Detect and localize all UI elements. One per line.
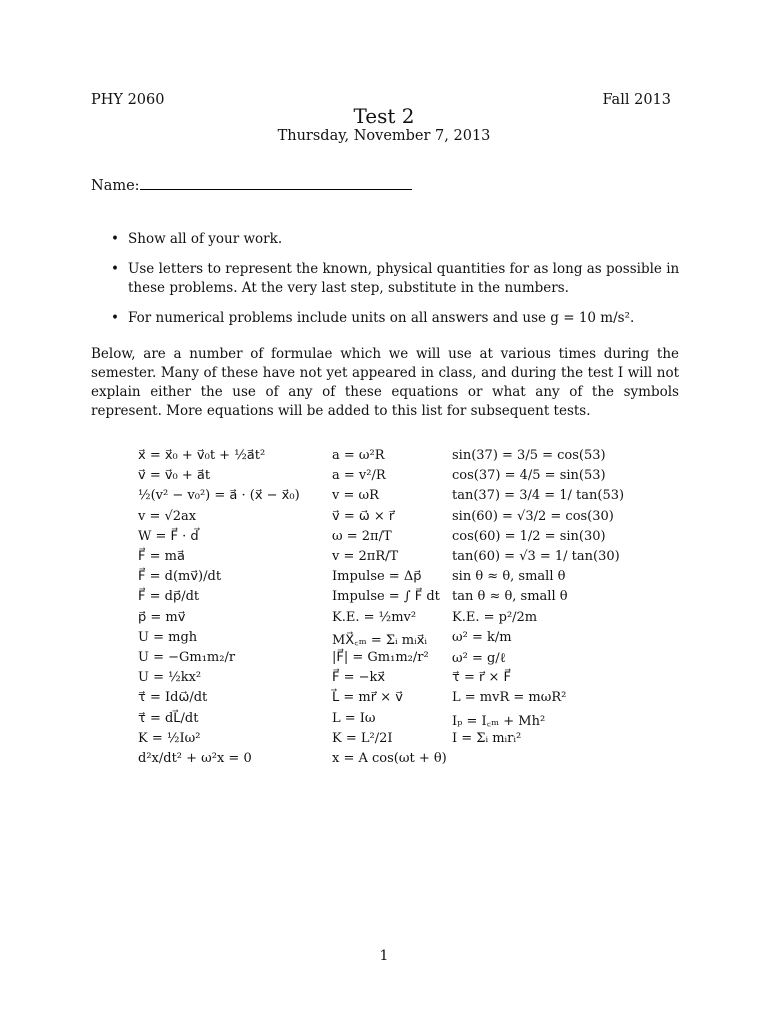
formula-col1-4: v = √2ax [138, 508, 197, 524]
test-date: Thursday, November 7, 2013 [277, 128, 491, 144]
formula-col2-2: a = v²/R [332, 468, 386, 484]
page-number: 1 [379, 948, 389, 964]
formula-col1-13: τ⃗ = Idω⃗/dt [138, 690, 208, 706]
instructions-list [100, 230, 680, 339]
formula-col3-1: sin(37) = 3/5 = cos(53) [452, 448, 606, 463]
formula-col2-5: ω = 2π/T [332, 528, 392, 544]
formula-col3-11: ω² = g/ℓ [452, 651, 506, 666]
formula-col1-15: K = ½Iω² [138, 730, 201, 746]
instruction-item: • Show all of your work. [100, 230, 680, 249]
formula-col3-10: ω² = k/m [452, 629, 512, 645]
formula-col3-6: tan(60) = √3 = 1/ tan(30) [452, 549, 620, 564]
formula-col3-7: sin θ ≈ θ, small θ [452, 569, 566, 585]
formula-col2-14: L = Iω [332, 710, 376, 726]
page-title: Test 2 [353, 104, 415, 128]
formula-col2-9: K.E. = ½mv² [332, 609, 417, 625]
formula-col3-4: sin(60) = √3/2 = cos(30) [452, 508, 614, 524]
formula-col1-10: U = mgh [138, 629, 198, 645]
formula-col2-6: v = 2πR/T [332, 549, 399, 564]
formula-col2-8: Impulse = ∫ F⃗ dt [332, 589, 440, 605]
formula-col2-15: K = L²/2I [332, 730, 393, 746]
formula-col2-10: MX⃗꜀ₘ = Σᵢ mᵢx⃗ᵢ [332, 632, 428, 648]
formula-col3-15: I = Σᵢ mᵢrᵢ² [452, 730, 522, 746]
formula-col1-1: x⃗ = x⃗₀ + v⃗₀t + ½a⃗t² [138, 448, 266, 463]
formula-col1-3: ½(v² − v₀²) = a⃗ · (x⃗ − x⃗₀) [138, 488, 300, 504]
formula-col2-12: F⃗ = −kx⃗ [332, 670, 386, 686]
formula-col3-13: L = mvR = mωR² [452, 690, 567, 706]
formula-col3-3: tan(37) = 3/4 = 1/ tan(53) [452, 488, 625, 504]
formula-col2-11: |F⃗| = Gm₁m₂/r² [332, 650, 429, 665]
formula-col1-14: τ⃗ = dL⃗/dt [138, 710, 199, 726]
formula-col2-3: v = ωR [332, 488, 379, 504]
formula-col3-9: K.E. = p²/2m [452, 609, 538, 625]
name-label: Name: [91, 178, 140, 194]
formula-col3-12: τ⃗ = r⃗ × F⃗ [452, 670, 511, 686]
formula-col1-2: v⃗ = v⃗₀ + a⃗t [138, 468, 211, 484]
formula-col2-16: x = A cos(ωt + θ) [332, 751, 447, 766]
name-input-line[interactable] [140, 175, 412, 190]
formula-col1-7: F⃗ = d(mv⃗)/dt [138, 569, 222, 585]
formula-col2-4: v⃗ = ω⃗ × r⃗ [332, 508, 395, 524]
formula-col3-2: cos(37) = 4/5 = sin(53) [452, 468, 606, 484]
formula-col1-12: U = ½kx² [138, 670, 202, 686]
formula-col1-11: U = −Gm₁m₂/r [138, 650, 236, 665]
formula-col1-16: d²x/dt² + ω²x = 0 [138, 751, 252, 766]
formula-col3-5: cos(60) = 1/2 = sin(30) [452, 528, 606, 544]
formula-col1-6: F⃗ = ma⃗ [138, 549, 185, 564]
intro-paragraph: Below, are a number of formulae which we will use at various times during the semester. Many of these have not yet appeared in class, and during the test I will not explain either the use of any of these equations or what any of the symbols represent. More equations will be added to this list for subsequent tests. [91, 346, 679, 419]
formula-col3-8: tan θ ≈ θ, small θ [452, 589, 568, 605]
formula-col2-7: Impulse = Δp⃗ [332, 569, 422, 585]
formula-col2-13: L⃗ = mr⃗ × v⃗ [332, 690, 403, 706]
name-field [91, 175, 412, 194]
formula-col2-1: a = ω²R [332, 448, 385, 463]
formula-col1-5: W = F⃗ · d⃗ [138, 528, 199, 544]
formula-col1-8: F⃗ = dp⃗/dt [138, 589, 200, 605]
term: Fall 2013 [602, 92, 671, 108]
instruction-item: • For numerical problems include units on all answers and use g = 10 m/s². [100, 309, 680, 328]
course-code: PHY 2060 [91, 92, 165, 108]
instruction-item: • Use letters to represent the known, physical quantities for as long as possible in these problems. At the very last step, substitute in the numbers. [100, 260, 680, 298]
formula-col1-9: p⃗ = mv⃗ [138, 609, 186, 625]
formula-col3-14: Iₚ = I꜀ₘ + Mh² [452, 713, 546, 729]
